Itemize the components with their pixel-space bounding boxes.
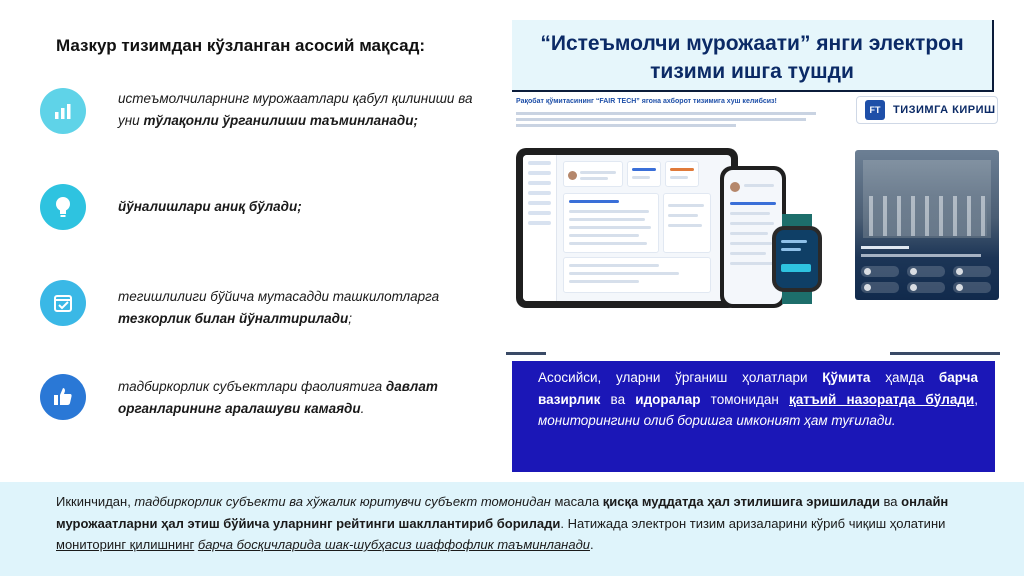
- tablet-stat-card-1: [627, 161, 661, 187]
- watch-screen: [776, 230, 818, 288]
- header-strip: [502, 349, 1004, 361]
- goal-item-4: [40, 374, 490, 434]
- goal-text-1: истеъмолчиларнинг мурожаатлари қабул қилиниши ва уни тўлақонли ўрганилиши таъминланади;: [118, 91, 473, 128]
- info-card-address-line: [861, 246, 909, 249]
- control-note-text: Асосийси, уларни ўрганиш ҳолатлари Қўмита ҳамда барча вазирлик ва идоралар томонидан қатъий назоратда бўлади, мониторингини олиб боришга имконият ҳам туғилади.: [538, 370, 978, 428]
- goal-item-1: [40, 88, 490, 148]
- fairtech-logo-icon: FT: [865, 100, 885, 120]
- strip-left-mark: [506, 351, 546, 355]
- lightbulb-icon: [40, 184, 86, 230]
- goal-text-3: тегишлилиги бўйича мутасадди ташкилотларга тезкорлик билан йўналтирилади;: [118, 289, 440, 326]
- youtube-icon[interactable]: [861, 282, 899, 293]
- tablet-stat-card-2: [665, 161, 699, 187]
- tablet-list-card: [563, 193, 659, 253]
- portal-preview: [512, 96, 1002, 306]
- announcement-banner: [512, 20, 994, 92]
- linkedin-icon[interactable]: [953, 282, 991, 293]
- section-title: Мазкур тизимдан кўзланган асосий мақсад:: [56, 36, 426, 55]
- strip-right-mark: [890, 351, 1000, 355]
- summary-text: Иккинчидан, тадбиркорлик субъекти ва хўжалик юритувчи субъект томонидан масала қисқа муддатда ҳал этилишига эришилади ва онлайн мурожаатларни ҳал этиш бўйича уларнинг рейтинги шакллантириб борилади. Натижада электрон тизим аризаларини кўриб чиқиш ҳолатини мониторинг қилишнинг барча босқичларида шак-шубҳасиз шаффофлик таъминланади.: [56, 494, 949, 552]
- goal-item-3: [40, 280, 490, 340]
- goal-item-2: [40, 184, 490, 244]
- telegram-icon[interactable]: [861, 266, 899, 277]
- portal-description-placeholder: [516, 112, 816, 127]
- facebook-icon[interactable]: [907, 266, 945, 277]
- summary-band: [0, 482, 1024, 576]
- bar-chart-icon: [40, 88, 86, 134]
- building-columns: [869, 196, 987, 236]
- portal-welcome: Рақобат қўмитасининг “FAIR TECH” ягона ахборот тизимига хуш келибсиз!: [516, 98, 777, 105]
- login-button[interactable]: [856, 96, 998, 124]
- info-card-hours-line: [861, 254, 981, 257]
- watch-mockup: [772, 226, 822, 292]
- tablet-chart-card: [663, 193, 711, 253]
- announcement-title: “Истеъмолчи мурожаати” янги электрон тизими ишга тушди: [540, 32, 964, 83]
- goal-text-4: тадбиркорлик субъектлари фаолиятига давлат органларининг аралашуви камаяди.: [118, 379, 438, 416]
- tablet-profile-card: [563, 161, 623, 187]
- twitter-icon[interactable]: [907, 282, 945, 293]
- goal-text-2: йўналишлари аниқ бўлади;: [118, 199, 302, 214]
- instagram-icon[interactable]: [953, 266, 991, 277]
- tablet-mockup: [516, 148, 738, 308]
- tablet-screen: [523, 155, 731, 301]
- thumbs-up-icon: [40, 374, 86, 420]
- office-info-card: [855, 150, 999, 300]
- tablet-footer-card: [563, 257, 711, 293]
- login-button-label: ТИЗИМГА КИРИШ: [893, 104, 996, 116]
- checklist-icon: [40, 280, 86, 326]
- tablet-sidebar: [523, 155, 557, 301]
- control-note-box: [512, 361, 995, 472]
